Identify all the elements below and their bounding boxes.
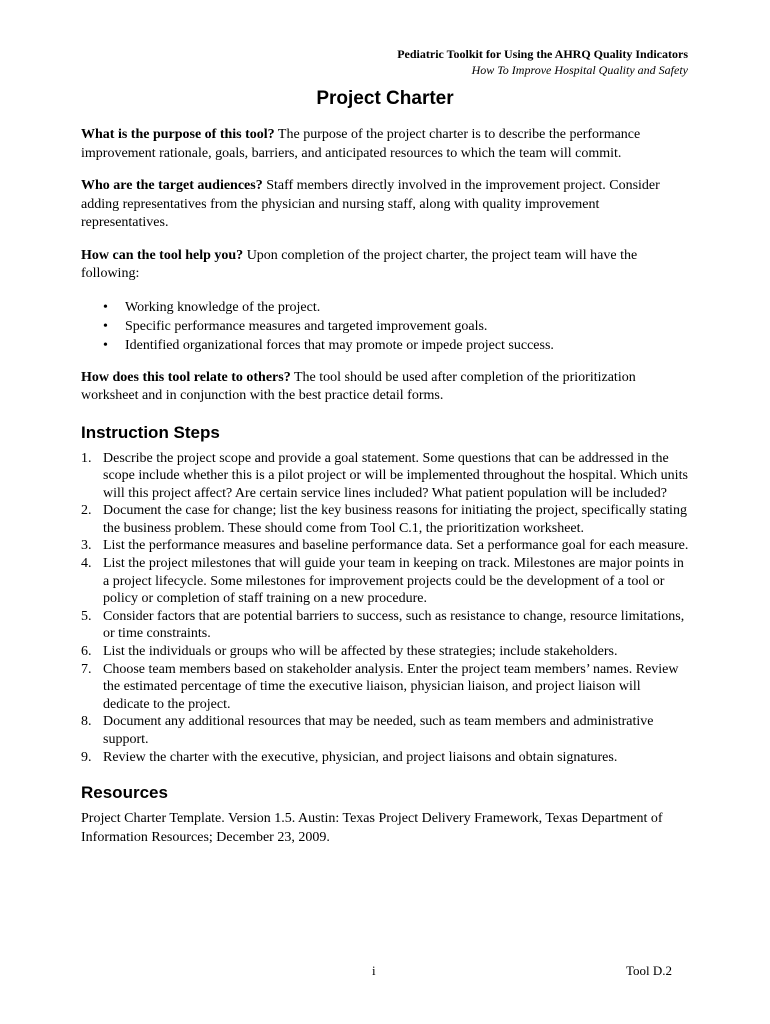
step-number: 8.: [81, 714, 92, 730]
instruction-steps-heading: Instruction Steps: [81, 422, 220, 442]
resources-heading: Resources: [81, 783, 168, 803]
step-number: 3.: [81, 538, 92, 554]
step-text: Review the charter with the executive, physician, and project liaisons and obtain signatures.: [103, 749, 618, 765]
page-number: i: [372, 963, 376, 978]
page-title: Project Charter: [316, 88, 454, 109]
step-text: Describe the project scope and provide a goal statement. Some questions that can be addressed in the scope include whether this is a pilot project or will be implemented throughout the hospital. Which units will this project affect? Are certain service lines included? What patient population will be included?: [103, 450, 688, 501]
step-item: [81, 608, 689, 643]
qa-audiences: [81, 177, 689, 233]
tool-label: Tool D.2: [625, 963, 672, 978]
running-header-subtitle: How To Improve Hospital Quality and Safety: [471, 63, 688, 77]
list-item: • Specific performance measures and targeted improvement goals.: [103, 318, 488, 334]
qa-answer: Upon completion of the project charter, the project team will have the following:: [81, 247, 638, 281]
step-text: Consider factors that are potential barriers to success, such as resistance to change, resource limitations, or time constraints.: [103, 608, 685, 642]
resources-text: Project Charter Template. Version 1.5. Austin: Texas Project Delivery Framework, Texas Department of Information Resources; December 23, 2009.: [81, 811, 663, 845]
step-item: [81, 749, 689, 767]
document-body: [81, 126, 689, 847]
step-number: 4.: [81, 556, 92, 572]
step-number: 7.: [81, 661, 92, 677]
running-header-title: Pediatric Toolkit for Using the AHRQ Quality Indicators: [397, 47, 688, 61]
qa-answer: The purpose of the project charter is to describe the performance improvement rationale, goals, barriers, and anticipated resources to which the team will commit.: [81, 127, 641, 161]
running-header: [397, 46, 688, 78]
qa-question: How does this tool relate to others?: [81, 369, 291, 385]
step-text: List the project milestones that will guide your team in keeping on track. Milestones are major points in a project lifecycle. Some milestones for improvement projects could be the development of a tool or policy or completion of staff training on a new procedure.: [103, 556, 684, 607]
step-item: [81, 450, 689, 503]
step-number: 6.: [81, 644, 92, 660]
bullet-icon: •: [103, 299, 108, 315]
qa-answer: Staff members directly involved in the improvement project. Consider adding representatives from the physician and nursing staff, along with quality improvement representatives.: [81, 178, 660, 230]
qa-answer: The tool should be used after completion of the prioritization worksheet and in conjunction with the best practice detail forms.: [81, 369, 636, 403]
step-item: [81, 643, 689, 661]
step-text: Choose team members based on stakeholder analysis. Enter the project team members’ names. Review the estimated percentage of time the executive liaison, physician liaison, and project liaison will dedicate to the project.: [103, 661, 679, 712]
step-text: Document any additional resources that may be needed, such as team members and administrative support.: [103, 714, 654, 747]
qa-help: [81, 247, 689, 284]
step-number: 2.: [81, 503, 92, 519]
instruction-steps-list: [81, 450, 689, 767]
qa-question: Who are the target audiences?: [81, 178, 263, 193]
qa-relation: [81, 369, 689, 406]
qa-purpose: [81, 126, 689, 163]
step-number: 5.: [81, 608, 92, 624]
step-item: [81, 537, 689, 555]
step-item: [81, 661, 689, 714]
step-text: List the performance measures and baseline performance data. Set a performance goal for each measure.: [103, 538, 689, 554]
step-number: 1.: [81, 450, 92, 466]
qa-question: How can the tool help you?: [81, 247, 244, 263]
bullet-icon: •: [103, 337, 108, 353]
step-item: [81, 555, 689, 608]
list-item: • Working knowledge of the project.: [103, 299, 321, 315]
step-text: Document the case for change; list the key business reasons for initiating the project, specifically stating the business problem. These should come from Tool C.1, the prioritization worksheet.: [103, 503, 687, 536]
step-item: [81, 713, 689, 748]
outcomes-list: [81, 298, 689, 355]
step-item: [81, 502, 689, 537]
qa-question: What is the purpose of this tool?: [81, 127, 275, 142]
step-text: List the individuals or groups who will be affected by these strategies; include stakeholders.: [103, 644, 618, 660]
list-item: • Identified organizational forces that may promote or impede project success.: [103, 337, 554, 353]
bullet-icon: •: [103, 318, 108, 334]
step-number: 9.: [81, 749, 92, 765]
